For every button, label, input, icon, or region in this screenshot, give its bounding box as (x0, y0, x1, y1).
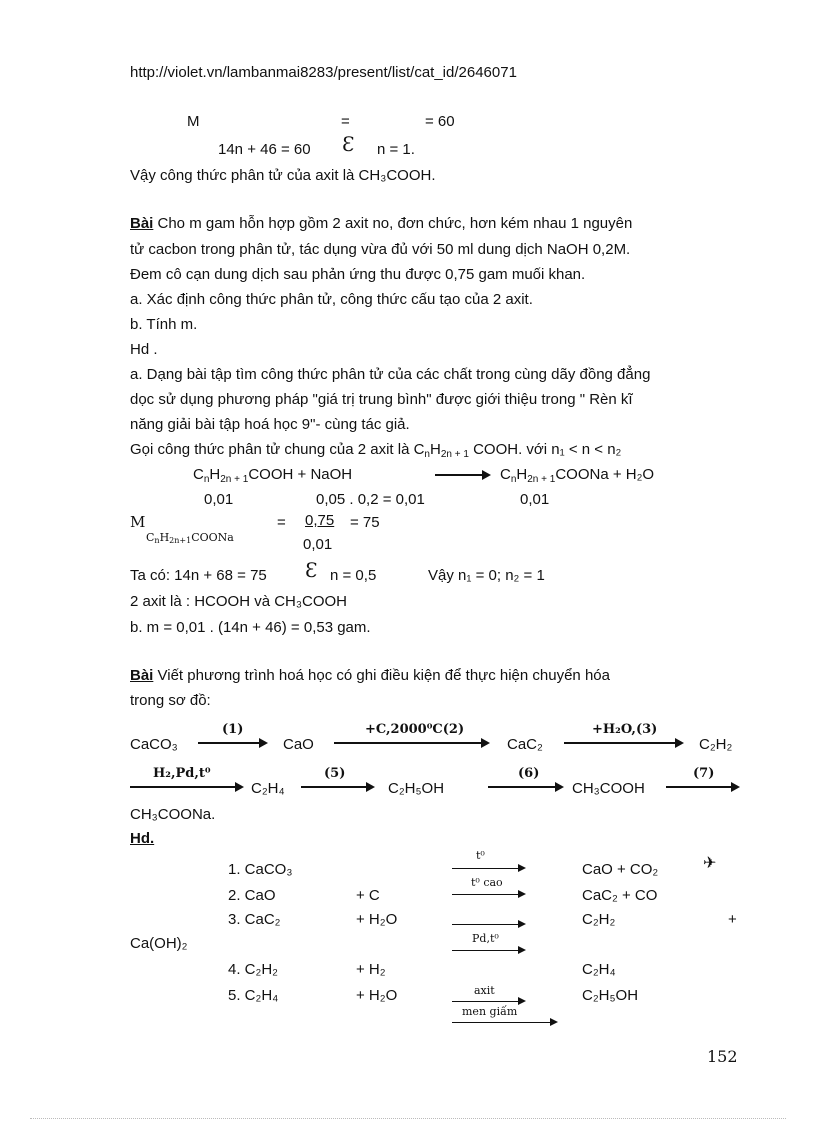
exercise-title: Bài (130, 215, 154, 232)
arrow2-label: +C,2000⁰C(2) (365, 722, 465, 737)
mm-denominator: 0,01 (303, 536, 333, 553)
arrow1-label: (1) (222, 722, 244, 737)
gas-release-icon: ✈ (703, 853, 717, 872)
scheme-arrow-4 (130, 786, 240, 788)
eq3-arrow (452, 924, 522, 925)
mm-result: = 75 (350, 514, 380, 531)
general-formula-tail: COOH. với n₁ < n < n₂ (468, 441, 622, 458)
arrow7-label: (7) (693, 766, 715, 781)
arrow4-label: H₂,Pd,t⁰ (153, 766, 211, 781)
scheme-arrow-5 (301, 786, 371, 788)
scheme-c2h2: C₂H₂ (699, 736, 733, 753)
eq2-left: 2. CaO (228, 887, 276, 904)
mol-acid: 0,01 (204, 491, 234, 508)
taco-n: n = 0,5 (330, 567, 377, 584)
hint-label: Hd . (130, 341, 158, 358)
n-value: n = 1. (377, 141, 415, 158)
arrow5-label: (5) (324, 766, 346, 781)
eq3-plus-end: + (728, 911, 737, 928)
page-url: http://violet.vn/lambanmai8283/present/list/cat_id/2646071 (130, 64, 517, 81)
equals-sign: = (341, 113, 350, 130)
scheme-arrow-1 (198, 742, 264, 744)
reaction-arrow (435, 474, 487, 476)
exercise2-title: Bài (130, 667, 154, 684)
eq6-condition: men giấm (462, 1005, 518, 1018)
eq4-right: C₂H₄ (582, 961, 616, 978)
scheme-ch3coona: CH₃COONa. (130, 806, 216, 823)
eq3-right: C₂H₂ (582, 911, 616, 928)
eq1-arrow (452, 868, 522, 869)
arrow6-label: (6) (518, 766, 540, 781)
implies-icon: Ɛ (342, 132, 355, 156)
exercise-text-3: Đem cô cạn dung dịch sau phản ứng thu được 0,75 gam muối khan. (130, 266, 586, 283)
eq5-left: 5. C₂H₄ (228, 987, 279, 1004)
scheme-cac2: CaC₂ (507, 736, 543, 753)
equation-14n: 14n + 46 = 60 (218, 141, 311, 158)
eq1-right: CaO + CO₂ (582, 861, 659, 878)
question-a: a. Xác định công thức phân tử, công thức cấu tạo của 2 axit. (130, 291, 533, 308)
eq1-condition: t⁰ (476, 849, 485, 862)
eq5-arrow (452, 1001, 522, 1002)
exercise2-text-2: trong sơ đồ: (130, 692, 211, 709)
eq2-plus: + C (356, 887, 380, 904)
page-number: 152 (707, 1047, 738, 1066)
eq6-arrow (452, 1022, 554, 1023)
answer-a-line-3: năng giải bài tập hoá học 9"- cùng tác giả. (130, 416, 410, 433)
scheme-ch3cooh: CH₃COOH (572, 780, 645, 797)
answer-a-line-1: a. Dạng bài tập tìm công thức phân tử của các chất trong cùng dãy đồng đẳng (130, 366, 651, 383)
two-acids: 2 axit là : HCOOH và CH₃COOH (130, 593, 347, 610)
mm-sub-coona: COONa (191, 531, 234, 544)
eq5-right: C₂H₅OH (582, 987, 639, 1004)
general-formula-intro: Gọi công thức phân tử chung của 2 axit là C (130, 441, 425, 458)
mm-equals: = (277, 514, 286, 531)
eq3-plus: + H₂O (356, 911, 398, 928)
reactant-formula: C (193, 466, 204, 483)
exercise2-text-1: Viết phương trình hoá học có ghi điều kiện để thực hiện chuyển hóa (153, 667, 610, 684)
mol-naoh: 0,05 . 0,2 = 0,01 (316, 491, 425, 508)
mm-numerator: 0,75 (305, 512, 335, 529)
scheme-caco3: CaCO₃ (130, 736, 178, 753)
conclusion-line: Vậy công thức phân tử của axit là CH₃COOH. (130, 167, 436, 184)
eq4-left: 4. C₂H₂ (228, 961, 278, 978)
scheme-c2h5oh: C₂H₅OH (388, 780, 445, 797)
scheme-arrow-2 (334, 742, 486, 744)
taco-line: Ta có: 14n + 68 = 75 (130, 567, 267, 584)
scheme-arrow-6 (488, 786, 560, 788)
page-bottom-divider (30, 1118, 786, 1119)
mm-label: M (130, 513, 146, 531)
exercise-text-2: tử cacbon trong phân tử, tác dụng vừa đủ với 50 ml dung dịch NaOH 0,2M. (130, 241, 631, 258)
product-formula: C (500, 466, 511, 483)
reactant-tail: COOH + NaOH (248, 466, 353, 483)
eq4-plus: + H₂ (356, 961, 386, 978)
eq3-continued: Ca(OH)₂ (130, 935, 188, 952)
product-tail: COONa + H₂O (555, 466, 655, 483)
mm-sub-c: C (146, 531, 155, 544)
eq5-condition: axit (474, 984, 495, 997)
scheme-c2h4: C₂H₄ (251, 780, 285, 797)
mol-salt: 0,01 (520, 491, 550, 508)
mass-calculation: b. m = 0,01 . (14n + 46) = 0,53 gam. (130, 619, 371, 636)
scheme-cao: CaO (283, 736, 314, 753)
eq1-left: 1. CaCO₃ (228, 861, 293, 878)
eq4-condition: Pd,t⁰ (472, 932, 499, 945)
exercise-text-1: Cho m gam hỗn hợp gồm 2 axit no, đơn chức, hơn kém nhau 1 nguyên (153, 215, 633, 232)
eq3-left: 3. CaC₂ (228, 911, 281, 928)
eq2-condition: t⁰ cao (471, 876, 503, 889)
scheme-arrow-3 (564, 742, 680, 744)
question-b: b. Tính m. (130, 316, 198, 333)
eq4-arrow (452, 950, 522, 951)
molar-mass-value: = 60 (425, 113, 455, 130)
hint2-label: Hd. (130, 830, 155, 847)
scheme-arrow-7 (666, 786, 736, 788)
eq5-plus: + H₂O (356, 987, 398, 1004)
taco-conclusion: Vậy n₁ = 0; n₂ = 1 (428, 567, 545, 584)
eq2-arrow (452, 894, 522, 895)
answer-a-line-2: dọc sử dụng phương pháp "giá trị trung bình" được giới thiệu trong " Rèn kĩ (130, 391, 633, 408)
arrow3-label: +H₂O,(3) (592, 722, 658, 737)
implies-icon-2: Ɛ (305, 558, 318, 582)
molar-mass-label: M (187, 113, 200, 130)
eq2-right: CaC₂ + CO (582, 887, 658, 904)
